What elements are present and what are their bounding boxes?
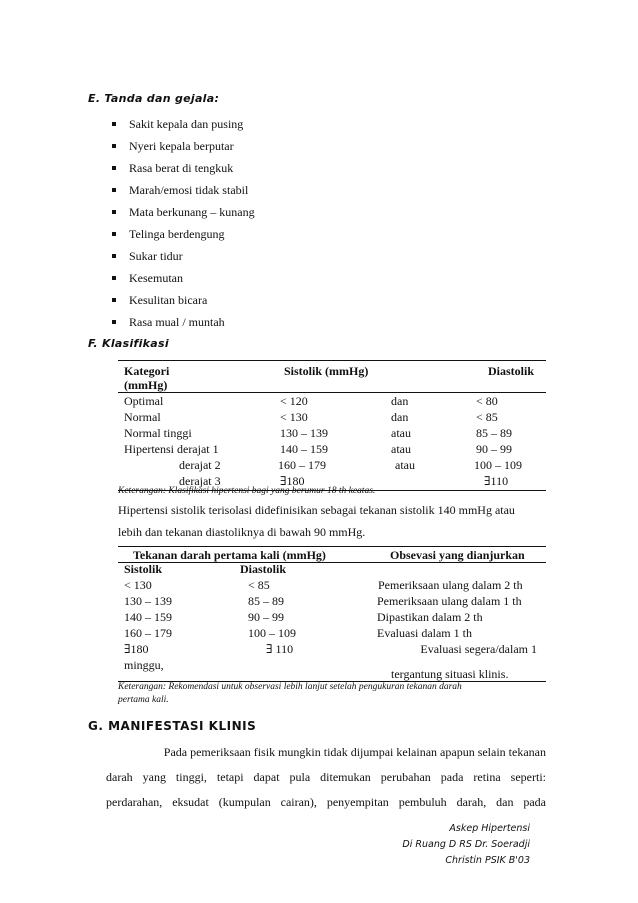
section-g-title: G. MANIFESTASI KLINIS (88, 719, 257, 733)
section-e-title: E. Tanda dan gejala: (88, 92, 220, 105)
table-rule (118, 392, 546, 393)
bullet-icon (112, 210, 116, 214)
subheader-diastolik: Diastolik (240, 562, 287, 576)
table-rule (118, 546, 546, 547)
table-rule (118, 360, 546, 361)
bullet-icon (112, 320, 116, 324)
header-sistolik: Sistolik (mmHg) (284, 364, 369, 378)
header-tekanan: Tekanan darah pertama kali (mmHg) (133, 548, 326, 562)
subheader-sistolik: Sistolik (124, 562, 163, 576)
header-diastolik: Diastolik (488, 364, 535, 378)
table2-note-line: Keterangan: Rekomendasi untuk observasi lebih lanjut setelah pengukuran tekanan darah (118, 682, 462, 692)
bullet-icon (112, 166, 116, 170)
bullet-icon (112, 232, 116, 236)
table1-note: Keterangan: Klasifikasi hipertensi bagi yang berumur 18 th keatas. (118, 486, 376, 496)
table2-note-line: pertama kali. (118, 695, 169, 705)
paragraph-line: Hipertensi sistolik terisolasi didefinisikan sebagai tekanan sistolik 140 mmHg atau (118, 503, 515, 517)
document-page: E. Tanda dan gejala: Sakit kepala dan pusing Nyeri kepala berputar Rasa berat di tengkuk Marah/emosi tidak stabil Mata berkunang – kunang Telinga berdengung Sukar tidur Kesemutan Kesulitan bicara Rasa mual / muntah F. Klasifikasi Kategori Sistolik (mmHg) Diastolik (mmHg) Optimal < 120 dan < 80 Normal < 130 dan < 85 Normal tinggi 130 – 139 atau 85 – 89 Hipertensi derajat 1 140 – 159 atau 90 – 99 derajat 2 160 – 179 atau 100 – 109 derajat 3 ∃180 ∃110 Keterangan: Klasifikasi hipertensi bagi yang berumur 18 th keatas. Hipertensi sistolik terisolasi didefinisikan sebagai tekanan sistolik 140 mmHg atau lebih dan tekanan diastoliknya di bawah 90 mmHg. Tekanan darah pertama kali (mmHg) Obsevasi yang dianjurkan Sistolik Diastolik < 130 < 85 Pemeriksaan ulang dalam 2 th 130 – 139 85 – 89 Pemeriksaan ulang dalam 1 th 140 – 159 90 – 99 Dipastikan dalam 2 th 160 – 179 100 – 109 Evaluasi dalam 1 th ∃180 ∃ 110 Evaluasi segera/dalam 1 minggu, tergantung situasi klinis. Keterangan: Rekomendasi untuk observasi lebih lanjut setelah pengukuran tekanan darah pertama kali. G. MANIFESTASI KLINIS Pada pemeriksaan fisik mungkin tidak dijumpai kelainan apapun selain tekanan darah yang tinggi, tetapi dapat pula ditemukan perubahan pada retina seperti: perdarahan, eksudat (kumpulan cairan), penyempitan pembuluh darah, dan pada Askep Hipertensi Di Ruang D RS Dr. Soeradji Christin PSIK B'03 (88, 92, 546, 866)
header-unit: (mmHg) (124, 378, 168, 392)
footer-line: Askep Hipertensi (449, 823, 530, 834)
bullet-icon (112, 298, 116, 302)
table-rule (118, 562, 546, 563)
header-kategori: Kategori (124, 364, 170, 378)
bullet-icon (112, 254, 116, 258)
bullet-icon (112, 188, 116, 192)
paragraph-line: perdarahan, eksudat (kumpulan cairan), penyempitan pembuluh darah, dan pada (106, 795, 546, 809)
bullet-icon (112, 144, 116, 148)
table-cell: tergantung situasi klinis. (391, 667, 509, 681)
header-observasi: Obsevasi yang dianjurkan (390, 548, 525, 562)
footer-line: Di Ruang D RS Dr. Soeradji (402, 839, 530, 850)
bullet-icon (112, 276, 116, 280)
section-f-title: F. Klasifikasi (88, 337, 169, 350)
paragraph-line: lebih dan tekanan diastoliknya di bawah 90 mmHg. (118, 525, 366, 539)
paragraph-line: Pada pemeriksaan fisik mungkin tidak dijumpai kelainan apapun selain tekanan (163, 745, 546, 759)
bullet-icon (112, 122, 116, 126)
paragraph-line: darah yang tinggi, tetapi dapat pula ditemukan perubahan pada retina seperti: (106, 770, 546, 784)
footer-line: Christin PSIK B'03 (445, 855, 530, 866)
